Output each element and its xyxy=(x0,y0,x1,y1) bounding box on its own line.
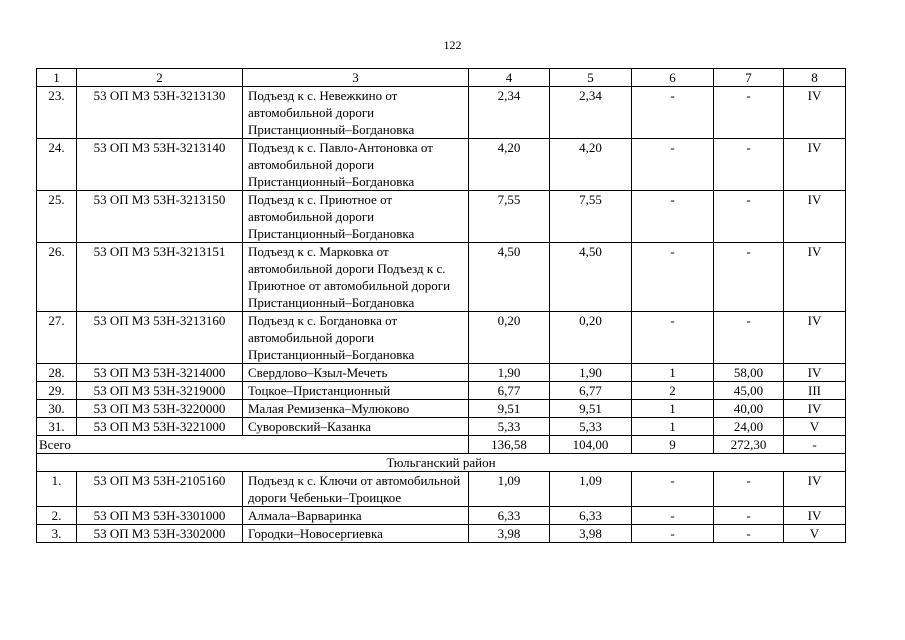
col7-cell: 40,00 xyxy=(714,400,784,418)
col7-cell: 58,00 xyxy=(714,364,784,382)
col6-cell: - xyxy=(632,243,714,312)
header-cell: 3 xyxy=(243,69,469,87)
col8-cell: IV xyxy=(784,312,846,364)
row-number-cell: 29. xyxy=(37,382,77,400)
row-number-cell: 24. xyxy=(37,139,77,191)
header-cell: 8 xyxy=(784,69,846,87)
row-number-cell: 3. xyxy=(37,525,77,543)
total-col6: 9 xyxy=(632,436,714,454)
table-row xyxy=(37,191,846,243)
col7-cell: 45,00 xyxy=(714,382,784,400)
col4-cell: 9,51 xyxy=(469,400,550,418)
col4-cell: 4,50 xyxy=(469,243,550,312)
col5-cell: 7,55 xyxy=(550,191,632,243)
col6-cell: - xyxy=(632,525,714,543)
row-number-cell: 26. xyxy=(37,243,77,312)
col7-cell: - xyxy=(714,87,784,139)
header-cell: 1 xyxy=(37,69,77,87)
col5-cell: 1,09 xyxy=(550,472,632,507)
col8-cell: IV xyxy=(784,507,846,525)
col5-cell: 4,50 xyxy=(550,243,632,312)
col8-cell: IV xyxy=(784,400,846,418)
col4-cell: 0,20 xyxy=(469,312,550,364)
col7-cell: - xyxy=(714,191,784,243)
col4-cell: 1,09 xyxy=(469,472,550,507)
col5-cell: 2,34 xyxy=(550,87,632,139)
col7-cell: - xyxy=(714,312,784,364)
row-number-cell: 27. xyxy=(37,312,77,364)
col4-cell: 6,33 xyxy=(469,507,550,525)
row-number-cell: 23. xyxy=(37,87,77,139)
col7-cell: 24,00 xyxy=(714,418,784,436)
col7-cell: - xyxy=(714,243,784,312)
table-row xyxy=(37,364,846,382)
road-name-cell: Подъезд к с. Павло-Антоновка от автомобильной дороги Пристанционный–Богдановка xyxy=(243,139,469,191)
road-code-cell: 53 ОП МЗ 53Н-3221000 xyxy=(77,418,243,436)
col4-cell: 1,90 xyxy=(469,364,550,382)
col5-cell: 1,90 xyxy=(550,364,632,382)
col6-cell: 1 xyxy=(632,418,714,436)
col5-cell: 4,20 xyxy=(550,139,632,191)
region-row xyxy=(37,454,846,472)
road-name-cell: Суворовский–Казанка xyxy=(243,418,469,436)
road-code-cell: 53 ОП МЗ 53Н-3220000 xyxy=(77,400,243,418)
col6-cell: 1 xyxy=(632,400,714,418)
header-cell: 4 xyxy=(469,69,550,87)
road-name-cell: Свердлово–Кзыл-Мечеть xyxy=(243,364,469,382)
col6-cell: - xyxy=(632,191,714,243)
col7-cell: - xyxy=(714,139,784,191)
road-code-cell: 53 ОП МЗ 53Н-3213150 xyxy=(77,191,243,243)
road-code-cell: 53 ОП МЗ 53Н-2105160 xyxy=(77,472,243,507)
road-code-cell: 53 ОП МЗ 53Н-3214000 xyxy=(77,364,243,382)
col6-cell: - xyxy=(632,312,714,364)
roads-table xyxy=(36,68,846,543)
road-name-cell: Малая Ремизенка–Мулюково xyxy=(243,400,469,418)
table-row xyxy=(37,312,846,364)
col4-cell: 2,34 xyxy=(469,87,550,139)
road-code-cell: 53 ОП МЗ 53Н-3219000 xyxy=(77,382,243,400)
col4-cell: 7,55 xyxy=(469,191,550,243)
col4-cell: 6,77 xyxy=(469,382,550,400)
col7-cell: - xyxy=(714,525,784,543)
col8-cell: V xyxy=(784,525,846,543)
table-row xyxy=(37,139,846,191)
col5-cell: 0,20 xyxy=(550,312,632,364)
col4-cell: 5,33 xyxy=(469,418,550,436)
col8-cell: IV xyxy=(784,191,846,243)
road-name-cell: Городки–Новосергиевка xyxy=(243,525,469,543)
col6-cell: 2 xyxy=(632,382,714,400)
table-row xyxy=(37,87,846,139)
col6-cell: - xyxy=(632,139,714,191)
col6-cell: - xyxy=(632,507,714,525)
row-number-cell: 30. xyxy=(37,400,77,418)
row-number-cell: 1. xyxy=(37,472,77,507)
row-number-cell: 25. xyxy=(37,191,77,243)
road-code-cell: 53 ОП МЗ 53Н-3301000 xyxy=(77,507,243,525)
total-col4: 136,58 xyxy=(469,436,550,454)
col4-cell: 4,20 xyxy=(469,139,550,191)
road-name-cell: Подъезд к с. Богдановка от автомобильной дороги Пристанционный–Богдановка xyxy=(243,312,469,364)
region-heading: Тюльганский район xyxy=(37,454,846,472)
header-cell: 5 xyxy=(550,69,632,87)
header-cell: 7 xyxy=(714,69,784,87)
col8-cell: III xyxy=(784,382,846,400)
road-code-cell: 53 ОП МЗ 53Н-3213140 xyxy=(77,139,243,191)
total-col5: 104,00 xyxy=(550,436,632,454)
col6-cell: - xyxy=(632,87,714,139)
road-name-cell: Подъезд к с. Невежкино от автомобильной дороги Пристанционный–Богдановка xyxy=(243,87,469,139)
table-row xyxy=(37,243,846,312)
table-row xyxy=(37,472,846,507)
col8-cell: IV xyxy=(784,472,846,507)
col5-cell: 6,77 xyxy=(550,382,632,400)
table-row xyxy=(37,507,846,525)
road-name-cell: Подъезд к с. Приютное от автомобильной дороги Пристанционный–Богдановка xyxy=(243,191,469,243)
road-code-cell: 53 ОП МЗ 53Н-3213151 xyxy=(77,243,243,312)
road-name-cell: Подъезд к с. Марковка от автомобильной дороги Подъезд к с. Приютное от автомобильной дороги Пристанционный–Богдановка xyxy=(243,243,469,312)
col8-cell: IV xyxy=(784,243,846,312)
table-row xyxy=(37,400,846,418)
header-cell: 2 xyxy=(77,69,243,87)
col5-cell: 3,98 xyxy=(550,525,632,543)
col6-cell: 1 xyxy=(632,364,714,382)
col5-cell: 5,33 xyxy=(550,418,632,436)
col8-cell: V xyxy=(784,418,846,436)
page-number: 122 xyxy=(443,38,462,52)
col7-cell: - xyxy=(714,507,784,525)
row-number-cell: 28. xyxy=(37,364,77,382)
row-number-cell: 31. xyxy=(37,418,77,436)
road-code-cell: 53 ОП МЗ 53Н-3302000 xyxy=(77,525,243,543)
col5-cell: 6,33 xyxy=(550,507,632,525)
row-number-cell: 2. xyxy=(37,507,77,525)
col4-cell: 3,98 xyxy=(469,525,550,543)
road-code-cell: 53 ОП МЗ 53Н-3213130 xyxy=(77,87,243,139)
road-name-cell: Алмала–Варваринка xyxy=(243,507,469,525)
total-row xyxy=(37,436,846,454)
total-col7: 272,30 xyxy=(714,436,784,454)
road-name-cell: Подъезд к с. Ключи от автомобильной дороги Чебеньки–Троицкое xyxy=(243,472,469,507)
col7-cell: - xyxy=(714,472,784,507)
col6-cell: - xyxy=(632,472,714,507)
col8-cell: IV xyxy=(784,87,846,139)
total-label: Всего xyxy=(37,436,469,454)
table-row xyxy=(37,525,846,543)
table-row xyxy=(37,418,846,436)
table-header-row xyxy=(37,69,846,87)
total-col8: - xyxy=(784,436,846,454)
table-row xyxy=(37,382,846,400)
road-name-cell: Тоцкое–Пристанционный xyxy=(243,382,469,400)
col5-cell: 9,51 xyxy=(550,400,632,418)
col8-cell: IV xyxy=(784,364,846,382)
road-code-cell: 53 ОП МЗ 53Н-3213160 xyxy=(77,312,243,364)
col8-cell: IV xyxy=(784,139,846,191)
header-cell: 6 xyxy=(632,69,714,87)
